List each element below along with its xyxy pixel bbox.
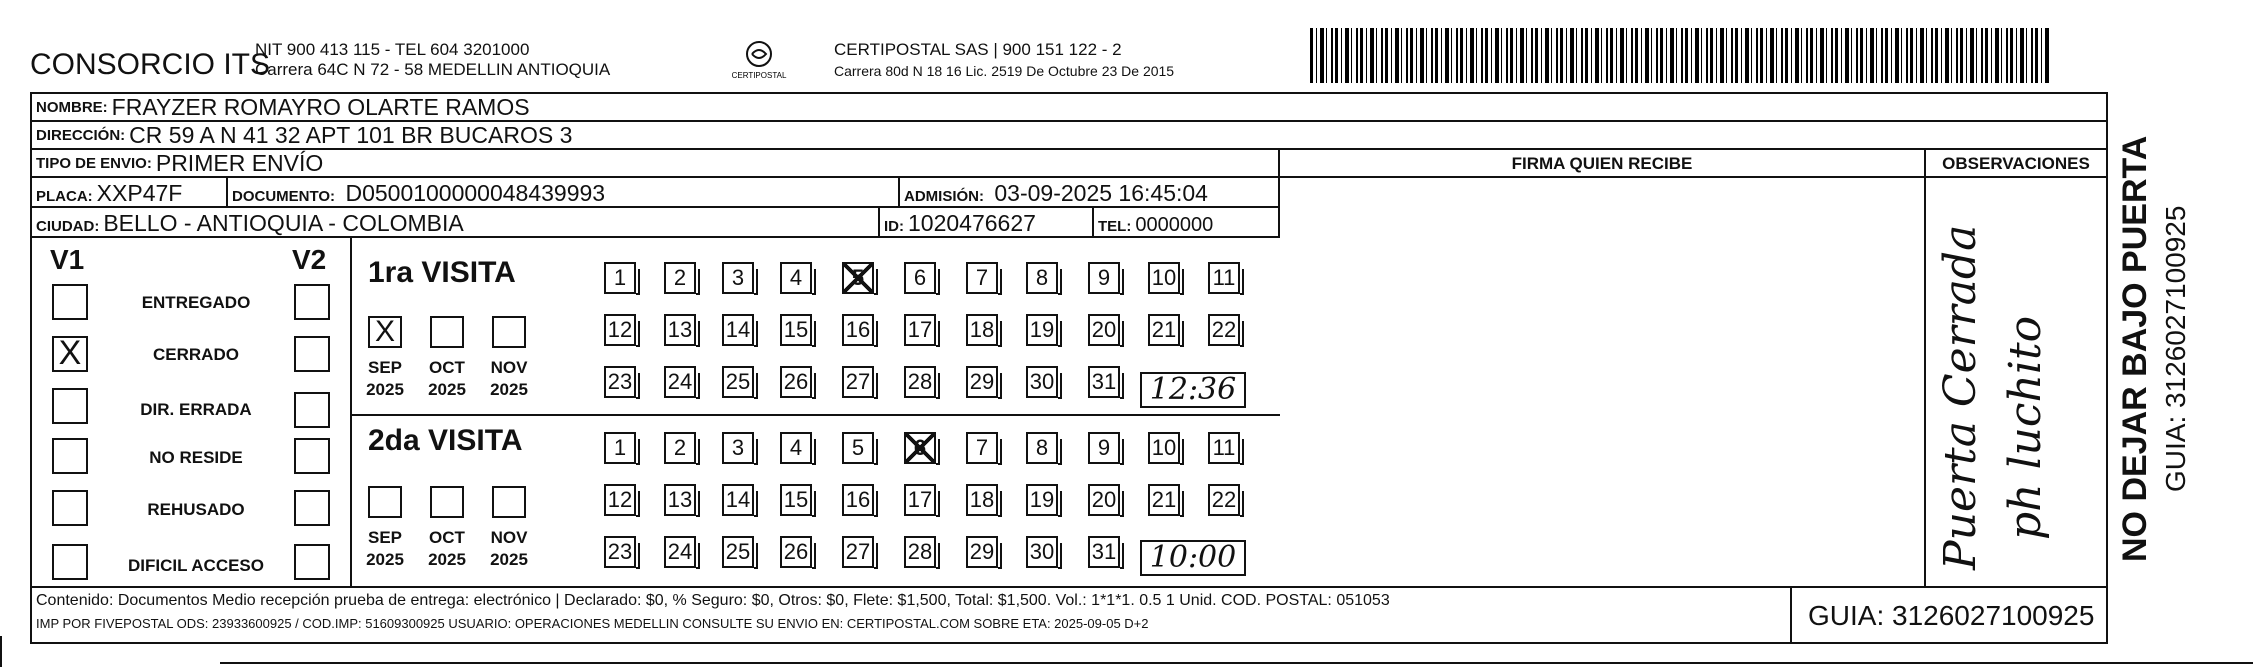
first-visit-day-12[interactable]: 12 [604, 314, 636, 346]
first-visit-title: 1ra VISITA [368, 256, 516, 289]
second-visit-day-22[interactable]: 22 [1208, 484, 1240, 516]
documento-value: D0500100000048439993 [345, 180, 606, 206]
first-visit-month-sep: SEP [367, 358, 403, 377]
second-visit-day-17[interactable]: 17 [904, 484, 936, 516]
row-placa [30, 178, 1280, 208]
status-entregado: ENTREGADO [141, 293, 251, 312]
first-visit-day-30[interactable]: 30 [1026, 366, 1058, 398]
footer [30, 588, 2108, 644]
first-visit-day-31[interactable]: 31 [1088, 366, 1120, 398]
v1-checkbox-dificil-acceso[interactable] [52, 544, 88, 580]
ciudad-value: BELLO - ANTIOQUIA - COLOMBIA [103, 210, 464, 236]
first-visit-day-1[interactable]: 1 [604, 262, 636, 294]
second-visit-day-26[interactable]: 26 [780, 536, 812, 568]
admision-value: 03-09-2025 16:45:04 [994, 180, 1208, 206]
tipo-label: TIPO DE ENVIO: [36, 154, 152, 172]
first-visit-day-21[interactable]: 21 [1148, 314, 1180, 346]
second-visit-day-13[interactable]: 13 [664, 484, 696, 516]
first-visit-day-19[interactable]: 19 [1026, 314, 1058, 346]
nombre-label: NOMBRE: [36, 98, 108, 116]
second-visit-day-1[interactable]: 1 [604, 432, 636, 464]
second-visit-day-23[interactable]: 23 [604, 536, 636, 568]
first-visit-day-6[interactable]: 6 [904, 262, 936, 294]
tel-label: TEL: [1098, 218, 1132, 235]
carrier-address: Carrera 80d N 18 16 Lic. 2519 De Octubre 23 De 2015 [834, 63, 1175, 79]
second-visit-month-oct: OCT [429, 528, 465, 547]
second-visit-day-19[interactable]: 19 [1026, 484, 1058, 516]
second-visit-day-5[interactable]: 5 [842, 432, 874, 464]
second-visit-day-7[interactable]: 7 [966, 432, 998, 464]
first-visit-day-10[interactable]: 10 [1148, 262, 1180, 294]
bottom-rule [220, 662, 2253, 664]
second-visit-day-9[interactable]: 9 [1088, 432, 1120, 464]
second-visit-month-sep-checkbox[interactable] [368, 486, 402, 518]
second-visit-year-nov: 2025 [490, 550, 528, 569]
left-edge-mark [0, 636, 2, 667]
logo-caption: CERTIPOSTAL [731, 71, 787, 80]
barcode [1310, 28, 2050, 83]
row-direccion [30, 122, 2108, 150]
v1-checkbox-cerrado[interactable]: X [52, 336, 88, 372]
direccion-label: DIRECCIÓN: [36, 126, 126, 144]
second-visit-day-11[interactable]: 11 [1208, 432, 1240, 464]
first-visit-month-oct-checkbox[interactable] [430, 316, 464, 348]
second-visit-day-12[interactable]: 12 [604, 484, 636, 516]
company-address: Carrera 64C N 72 - 58 MEDELLIN ANTIOQUIA [255, 60, 611, 79]
second-visit-day-15[interactable]: 15 [780, 484, 812, 516]
first-visit-month-nov-checkbox[interactable] [492, 316, 526, 348]
status-dir-errada: DIR. ERRADA [140, 400, 252, 419]
second-visit-title: 2da VISITA [368, 424, 523, 457]
first-visit-day-25[interactable]: 25 [722, 366, 754, 398]
first-visit-day-17[interactable]: 17 [904, 314, 936, 346]
v1-checkbox-no-reside[interactable] [52, 438, 88, 474]
first-visit-day-24[interactable]: 24 [664, 366, 696, 398]
first-visit-day-16[interactable]: 16 [842, 314, 874, 346]
v2-checkbox-dificil-acceso[interactable] [294, 544, 330, 580]
first-visit-day-26[interactable]: 26 [780, 366, 812, 398]
footer-imp: IMP POR FIVEPOSTAL ODS: 23933600925 / COD.IMP: 51609300925 USUARIO: OPERACIONES MEDELLIN CONSULTE SU ENVIO EN: CERTIPOSTAL.COM SOBRE ETA: 2025-09-05 D+2 [36, 616, 1149, 631]
second-visit-day-8[interactable]: 8 [1026, 432, 1058, 464]
second-visit-year-oct: 2025 [428, 550, 466, 569]
direccion-value: CR 59 A N 41 32 APT 101 BR BUCAROS 3 [129, 121, 573, 148]
company-nit: NIT 900 413 115 - TEL 604 3201000 [255, 40, 530, 59]
handwritten-observation-line1: Puerta Cerrada [1935, 224, 1986, 570]
first-visit-day-13[interactable]: 13 [664, 314, 696, 346]
second-visit-day-6[interactable]: 6 [904, 432, 936, 464]
first-visit-day-8[interactable]: 8 [1026, 262, 1058, 294]
observaciones-header: OBSERVACIONES [1926, 150, 2106, 178]
second-visit-day-2[interactable]: 2 [664, 432, 696, 464]
status-cerrado: CERRADO [153, 345, 239, 364]
v1-checkbox-rehusado[interactable] [52, 490, 88, 526]
first-visit-year-sep: 2025 [366, 380, 404, 399]
second-visit-day-27[interactable]: 27 [842, 536, 874, 568]
first-visit-day-11[interactable]: 11 [1208, 262, 1240, 294]
second-visit-time: 10:00 [1140, 540, 1246, 576]
side-guia: GUIA: 3126027100925 [2160, 205, 2191, 492]
v1-label: V1 [50, 244, 85, 275]
second-visit-day-20[interactable]: 20 [1088, 484, 1120, 516]
documento-label: DOCUMENTO: [232, 188, 336, 205]
second-visit-day-31[interactable]: 31 [1088, 536, 1120, 568]
second-visit-day-25[interactable]: 25 [722, 536, 754, 568]
firma-area [1280, 150, 1926, 588]
second-visit-day-28[interactable]: 28 [904, 536, 936, 568]
row-nombre [30, 94, 2108, 122]
first-visit-day-9[interactable]: 9 [1088, 262, 1120, 294]
first-visit-year-nov: 2025 [490, 380, 528, 399]
second-visit-day-14[interactable]: 14 [722, 484, 754, 516]
id-value: 1020476627 [908, 210, 1036, 236]
second-visit-month-sep: SEP [367, 528, 403, 547]
v1-checkbox-dir-errada[interactable] [52, 388, 88, 424]
divider-visits [350, 414, 1280, 416]
first-visit-day-4[interactable]: 4 [780, 262, 812, 294]
first-visit-year-oct: 2025 [428, 380, 466, 399]
second-visit-day-29[interactable]: 29 [966, 536, 998, 568]
second-visit-day-3[interactable]: 3 [722, 432, 754, 464]
carrier-name: CERTIPOSTAL SAS | 900 151 122 - 2 [834, 40, 1122, 59]
placa-label: PLACA: [36, 188, 93, 205]
handwritten-observation-line2: ph luchito [2000, 315, 2051, 540]
footer-contenido: Contenido: Documentos Medio recepción prueba de entrega: electrónico | Declarado: $0, % Seguro: $0, Otros: $0, Flete: $1,500, Total: $1,500. Vol.: 1*1*1. 0.5 1 Unid. COD. POSTAL: 051053 [36, 592, 1390, 609]
placa-value: XXP47F [96, 180, 183, 206]
nombre-value: FRAYZER ROMAYRO OLARTE RAMOS [111, 93, 530, 120]
first-visit-day-29[interactable]: 29 [966, 366, 998, 398]
divider-status [350, 238, 352, 588]
admision-label: ADMISIÓN: [904, 188, 984, 205]
second-visit-day-24[interactable]: 24 [664, 536, 696, 568]
id-label: ID: [884, 218, 904, 235]
first-visit-day-28[interactable]: 28 [904, 366, 936, 398]
second-visit-month-nov: NOV [490, 528, 528, 547]
first-visit-month-nov: NOV [490, 358, 528, 377]
second-visit-day-4[interactable]: 4 [780, 432, 812, 464]
second-visit-month-oct-checkbox[interactable] [430, 486, 464, 518]
first-visit-day-3[interactable]: 3 [722, 262, 754, 294]
first-visit-month-sep-checkbox[interactable]: X [368, 316, 402, 348]
first-visit-day-20[interactable]: 20 [1088, 314, 1120, 346]
row-ciudad [30, 208, 1280, 238]
first-visit-time: 12:36 [1140, 372, 1246, 408]
tipo-value: PRIMER ENVÍO [155, 149, 324, 176]
status-rehusado: REHUSADO [147, 500, 245, 519]
status-dificil-acceso: DIFICIL ACCESO [127, 556, 264, 575]
first-visit-day-22[interactable]: 22 [1208, 314, 1240, 346]
second-visit-day-18[interactable]: 18 [966, 484, 998, 516]
v2-checkbox-rehusado[interactable] [294, 490, 330, 526]
ciudad-label: CIUDAD: [36, 218, 100, 235]
first-visit-day-5[interactable]: 5 [842, 262, 874, 294]
v2-checkbox-entregado[interactable] [294, 284, 330, 320]
v2-checkbox-dir-errada[interactable] [294, 392, 330, 428]
second-visit-year-sep: 2025 [366, 550, 404, 569]
second-visit-day-16[interactable]: 16 [842, 484, 874, 516]
row-tipo [30, 150, 1280, 178]
certipostal-logo-icon [728, 38, 790, 90]
first-visit-day-15[interactable]: 15 [780, 314, 812, 346]
certipostal-logo [728, 38, 790, 90]
v2-checkbox-no-reside[interactable] [294, 438, 330, 474]
first-visit-day-7[interactable]: 7 [966, 262, 998, 294]
tel-value: 0000000 [1135, 214, 1214, 236]
second-visit-day-30[interactable]: 30 [1026, 536, 1058, 568]
second-visit-month-nov-checkbox[interactable] [492, 486, 526, 518]
second-visit-day-10[interactable]: 10 [1148, 432, 1180, 464]
first-visit-day-18[interactable]: 18 [966, 314, 998, 346]
v1-checkbox-entregado[interactable] [52, 284, 88, 320]
first-visit-day-2[interactable]: 2 [664, 262, 696, 294]
footer-guia: GUIA: 3126027100925 [1808, 600, 2095, 631]
v2-label: V2 [292, 244, 327, 275]
status-no-reside: NO RESIDE [149, 448, 243, 467]
v2-checkbox-cerrado[interactable] [294, 336, 330, 372]
second-visit-day-21[interactable]: 21 [1148, 484, 1180, 516]
first-visit-month-oct: OCT [429, 358, 465, 377]
side-notice: NO DEJAR BAJO PUERTA [2116, 135, 2154, 562]
firma-header: FIRMA QUIEN RECIBE [1280, 150, 1924, 178]
first-visit-day-23[interactable]: 23 [604, 366, 636, 398]
first-visit-day-14[interactable]: 14 [722, 314, 754, 346]
company-name: CONSORCIO ITS [30, 48, 271, 81]
first-visit-day-27[interactable]: 27 [842, 366, 874, 398]
